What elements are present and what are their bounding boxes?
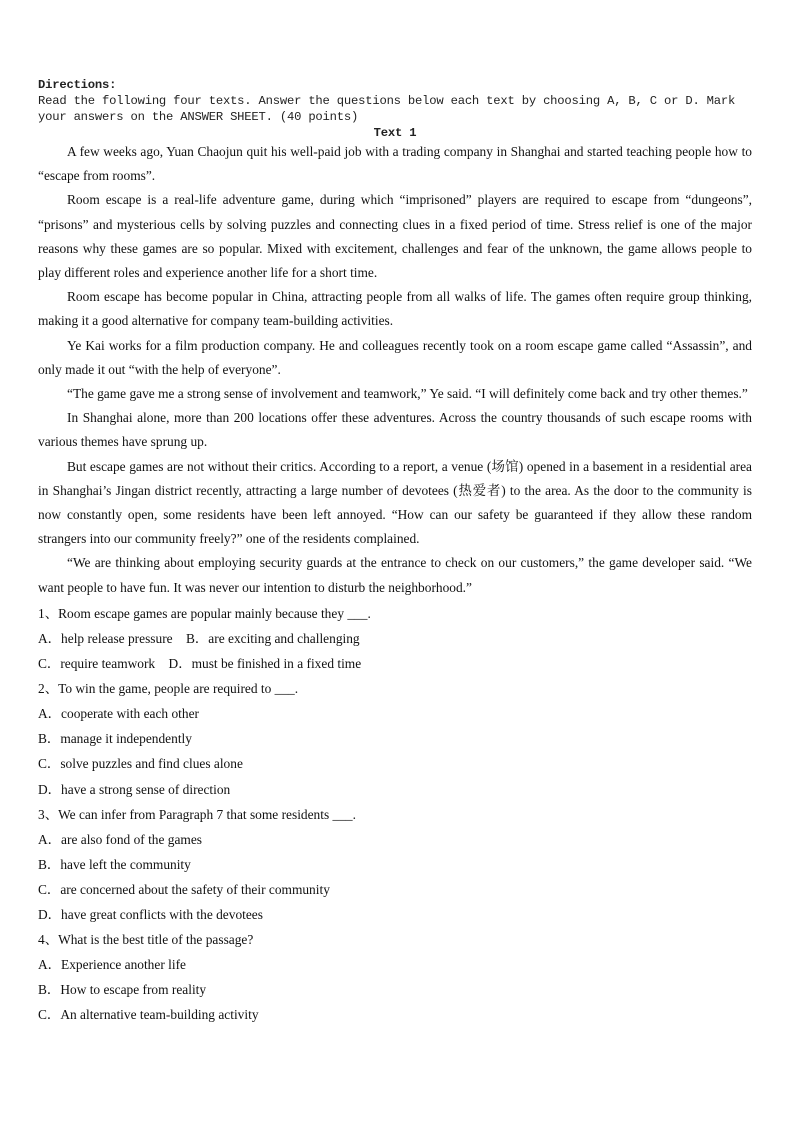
directions-body: Read the following four texts. Answer the questions below each text by choosing A, B, C or D. Mark your answers on the ANSWER SHEET. (40 points) bbox=[38, 94, 736, 124]
paragraph: Room escape has become popular in China, attracting people from all walks of life. The games often require group thinking, making it a good alternative for company team-building activities. bbox=[38, 289, 752, 329]
question-option: B．How to escape from reality bbox=[38, 982, 207, 998]
question-stem: 4、What is the best title of the passage? bbox=[38, 932, 254, 948]
directions bbox=[38, 77, 752, 141]
question-option: A．help release pressure B．are exciting and challenging bbox=[38, 630, 360, 646]
paragraph: “We are thinking about employing security guards at the entrance to check on our customers,” the game developer said. “We want people to have fun. It was never our intention to disturb the neighborhood.” bbox=[38, 555, 752, 595]
question-option: D．have a strong sense of direction bbox=[38, 781, 231, 797]
question-option: B．manage it independently bbox=[38, 731, 192, 747]
paragraph: In Shanghai alone, more than 200 locations offer these adventures. Across the country thousands of such escape rooms with various themes have sprung up. bbox=[38, 410, 752, 450]
directions-title: Directions: bbox=[38, 78, 117, 92]
question-option: A．cooperate with each other bbox=[38, 706, 199, 722]
question-stem: 3、We can infer from Paragraph 7 that some residents ___. bbox=[38, 806, 356, 822]
questions bbox=[38, 601, 752, 1028]
question-option: C．solve puzzles and find clues alone bbox=[38, 756, 243, 772]
question-option: A．Experience another life bbox=[38, 957, 186, 973]
question-option: C．require teamwork D．must be finished in a fixed time bbox=[38, 656, 362, 672]
question-option: A．are also fond of the games bbox=[38, 831, 202, 847]
paragraph: A few weeks ago, Yuan Chaojun quit his well-paid job with a trading company in Shanghai and started teaching people how to “escape from rooms”. bbox=[38, 144, 752, 184]
passage bbox=[38, 140, 752, 600]
paragraph: But escape games are not without their critics. According to a report, a venue (场馆) opened in a basement in a residential area in Shanghai’s Jingan district recently, attracting a large number of devotees (热爱者) to the area. As the door to the community is now constantly open, some residents have been left annoyed. “How can our safety be guaranteed if they allow these random strangers into our community freely?” one of the residents complained. bbox=[38, 458, 752, 547]
question-option: C．are concerned about the safety of their community bbox=[38, 881, 330, 897]
question-option: B．have left the community bbox=[38, 856, 191, 872]
text-title: Text 1 bbox=[373, 126, 417, 140]
question-stem: 2、To win the game, people are required to ___. bbox=[38, 681, 299, 697]
paragraph: Ye Kai works for a film production company. He and colleagues recently took on a room escape game called “Assassin”, and only made it out “with the help of everyone”. bbox=[38, 337, 752, 377]
question-option: D．have great conflicts with the devotees bbox=[38, 906, 263, 922]
paragraph: “The game gave me a strong sense of involvement and teamwork,” Ye said. “I will definitely come back and try other themes.” bbox=[67, 386, 748, 402]
question-stem: 1、Room escape games are popular mainly because they ___. bbox=[38, 605, 371, 621]
question-option: C．An alternative team-building activity bbox=[38, 1007, 259, 1023]
paragraph: Room escape is a real-life adventure game, during which “imprisoned” players are required to escape from “dungeons”, “prisons” and mysterious cells by solving puzzles and connecting clues in a fixed period of time. Stress relief is one of the major reasons why these games are so popular. Mixed with excitement, challenges and fear of the unknown, the game allows people to play different roles and experience another life for a short time. bbox=[38, 192, 752, 281]
exam-page bbox=[38, 77, 752, 1027]
